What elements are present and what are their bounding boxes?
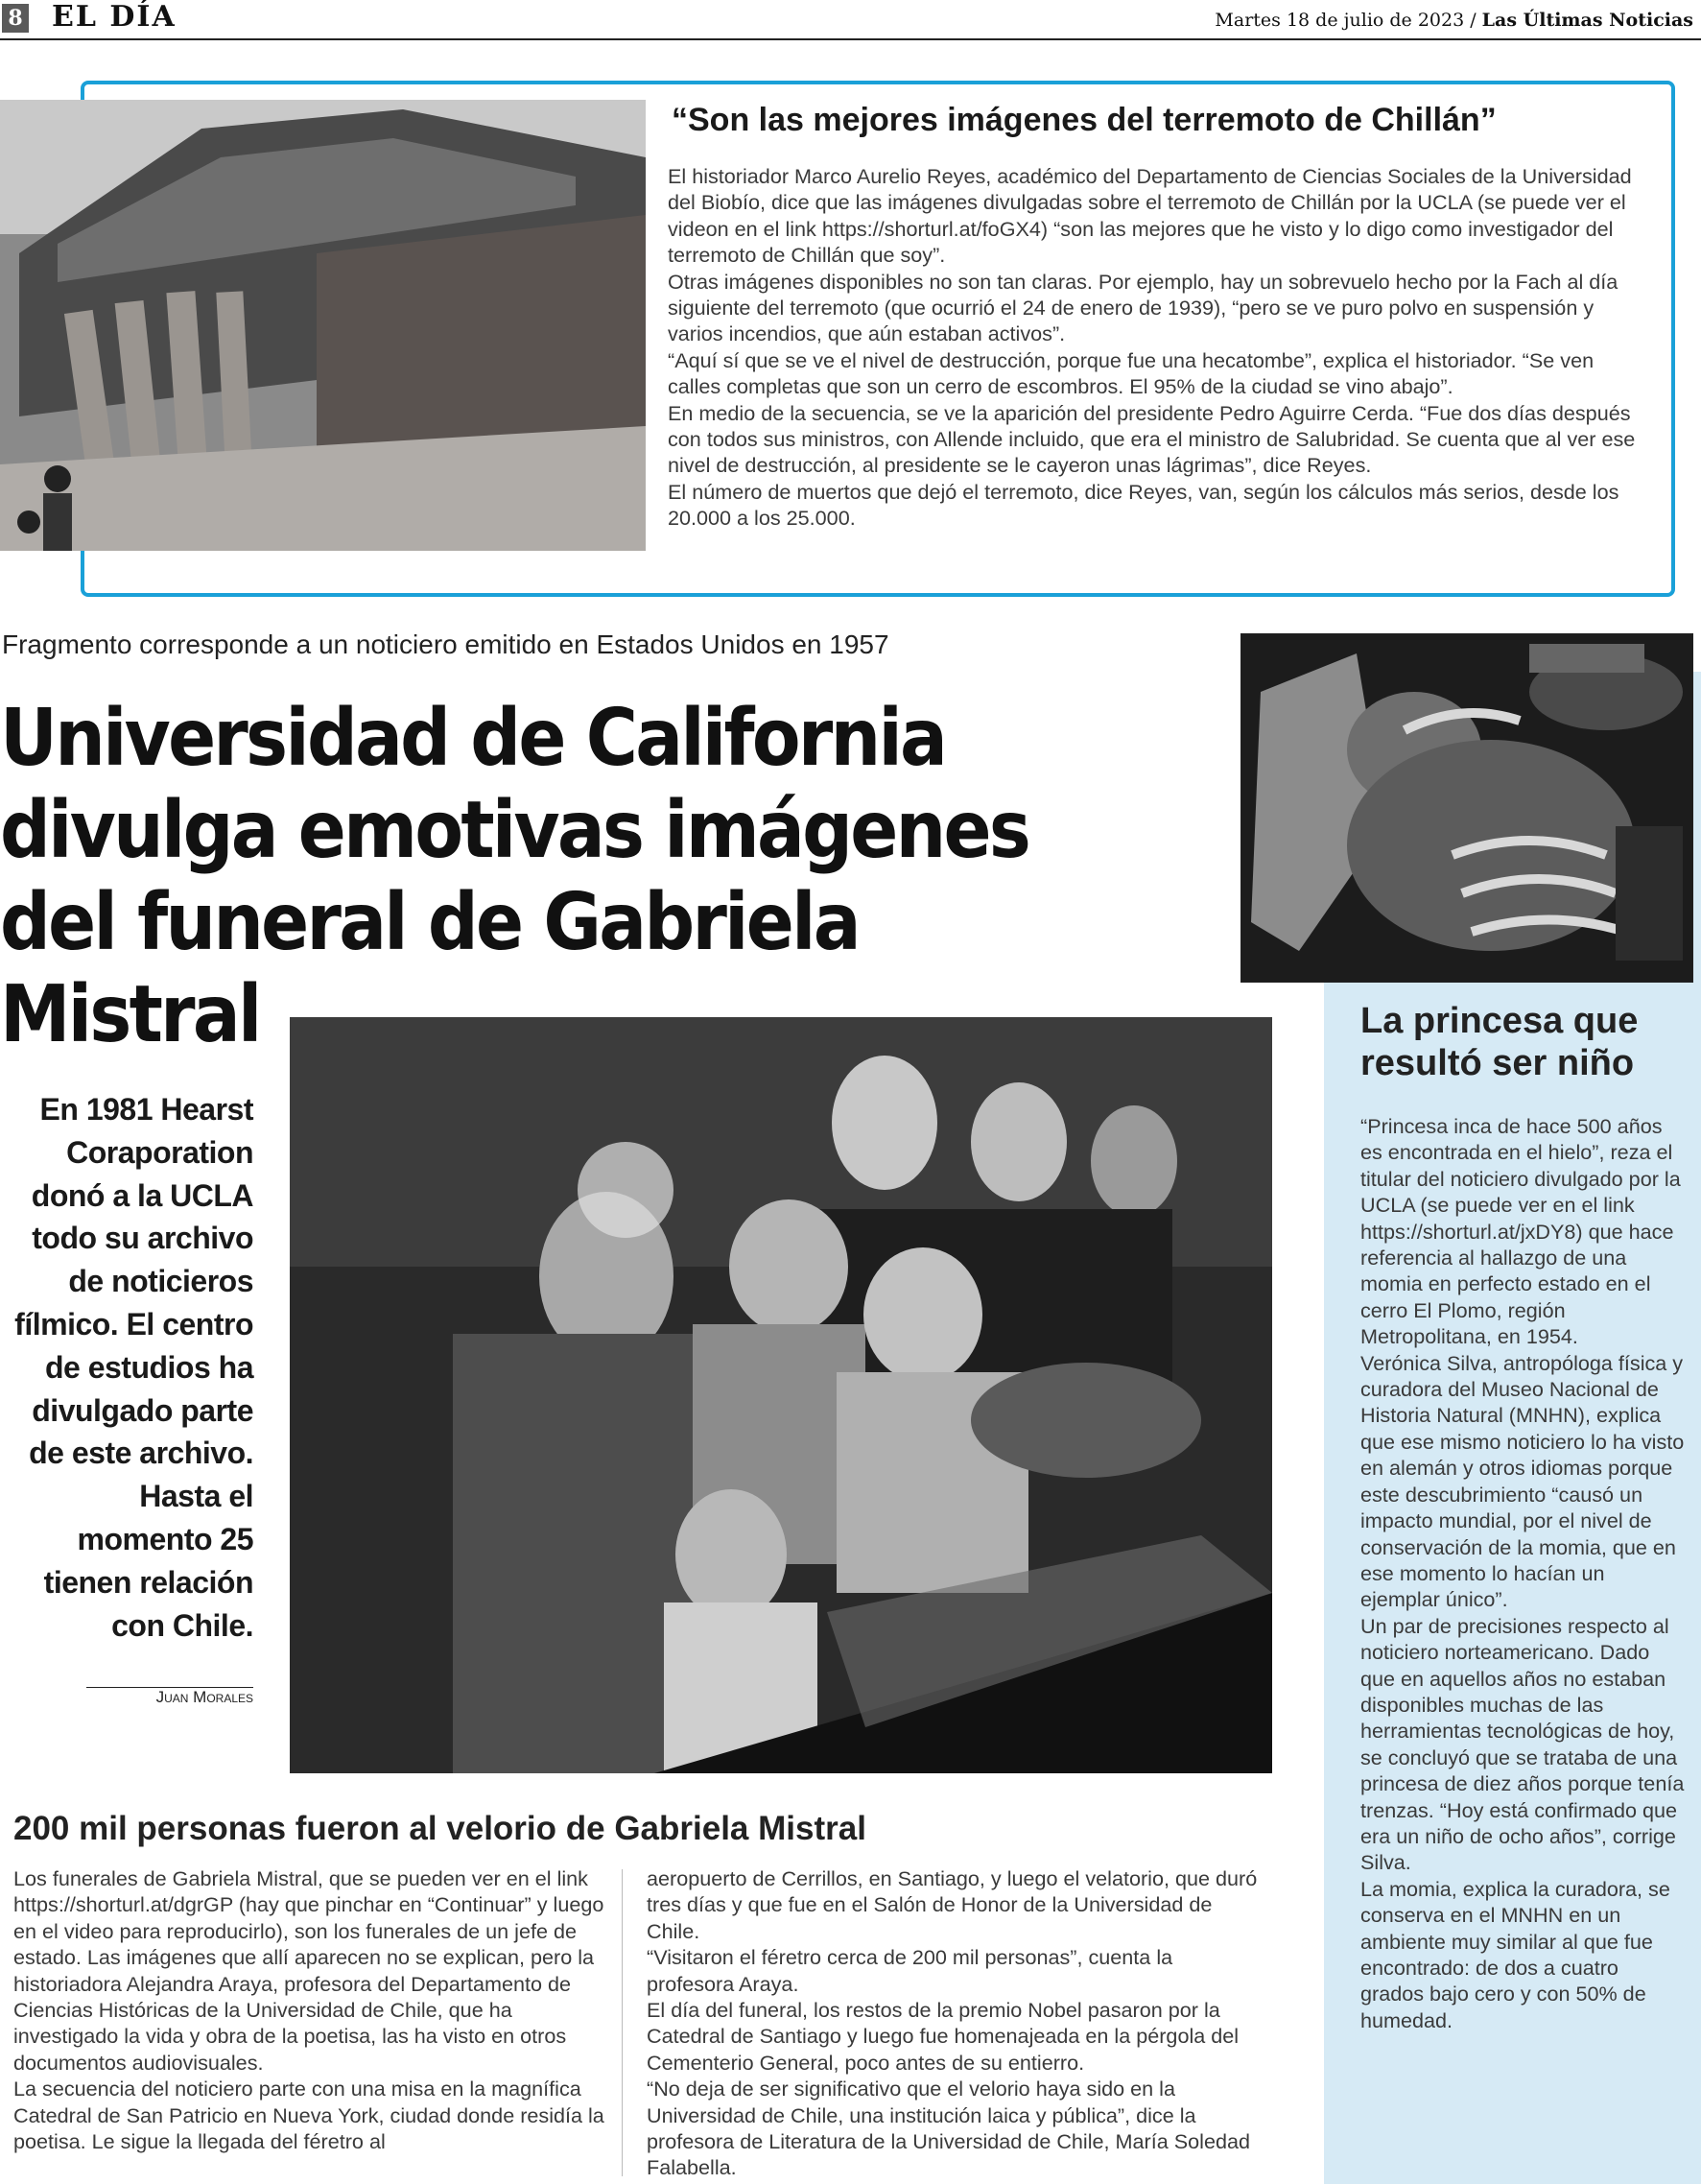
- paragraph: La momia, explica la curadora, se conserva en el MNHN en un ambiente muy similar al que fue encontrado: de dos a cuatro grados bajo cero y con 50% de humedad.: [1360, 1876, 1670, 2032]
- paragraph: El día del funeral, los restos de la premio Nobel pasaron por la Catedral de Santiago y luego fue homenajeada en la pérgola del Cementerio General, poco antes de su entierro.: [647, 1998, 1240, 2075]
- paragraph: aeropuerto de Cerrillos, en Santiago, y luego el velatorio, que duró tres días y que fue en el Salón de Honor de la Universidad de Chile.: [647, 1866, 1258, 1943]
- mummy-photo: [1240, 633, 1693, 983]
- paragraph: Otras imágenes disponibles no son tan claras. Por ejemplo, hay un sobrevuelo hecho por la Fach al día siguiente del terremoto (que ocurrió el 24 de enero de 1939), “pero se ve puro polvo en suspensión y varios incendios, que aún estaban activos”.: [668, 269, 1618, 346]
- kicker: Fragmento corresponde a un noticiero emitido en Estados Unidos en 1957: [2, 629, 889, 659]
- byline: Juan Morales: [86, 1687, 253, 1707]
- headline: Universidad de California divulga emotivas imágenes del funeral de Gabriela Mistral: [0, 693, 1029, 1060]
- paragraph: Verónica Silva, antropóloga física y curadora del Museo Nacional de Historia Natural (MNHN), explica que ese mismo noticiero lo ha visto en alemán y otros idiomas porque este descubrimiento “causó un impacto mundial, por el nivel de conservación de la momia, que en ese momento lo hacían un ejemplar único”.: [1360, 1350, 1685, 1612]
- header-dateline: [1215, 10, 1693, 31]
- lead-text: En 1981 Hearst Coraporation donó a la UCLA todo su archivo de noticieros fílmico. El centro de estudios ha divulgado parte de este archivo. Hasta el momento 25 tienen relación con Chile.: [14, 1092, 253, 1643]
- paragraph: Un par de precisiones respecto al noticiero norteamericano. Dado que en aquellos años no estaban disponibles muchas de las herramientas tecnológicas de hoy, se concluyó que se trataba de una princesa de diez años porque tenía trenzas. “Hoy está confirmado que era un niño de ocho años”, corrige Silva.: [1360, 1613, 1685, 1875]
- paragraph: Los funerales de Gabriela Mistral, que se pueden ver en el link https://shorturl.at/dgrGP (hay que pinchar en “Continuar” y luego en el video para reproducirlo), son los funerales de un jefe de estado. Las imágenes que allí aparecen no se explican, pero la historiadora Alejandra Araya, profesora del Departamento de Ciencias Históricas de la Universidad de Chile, que ha investigado la vida y obra de la poetisa, las ha visto en otros documentos audiovisuales.: [13, 1866, 604, 2075]
- paragraph: “Princesa inca de hace 500 años es encontrada en el hielo”, reza el titular del noticiero divulgado por la UCLA (se puede ver en el link https://shorturl.at/jxDY8) que hace referencia al hallazgo de una momia en perfecto estado en el cerro El Plomo, región Metropolitana, en 1954.: [1360, 1114, 1681, 1349]
- section-name: EL DÍA: [52, 0, 177, 34]
- paragraph: “Aquí sí que se ve el nivel de destrucción, porque fue una hecatombe”, explica el historiador. “Se ven calles completas que son un cerro de escombros. El 95% de la ciudad se vino abajo”.: [668, 347, 1595, 399]
- chillan-body: [668, 163, 1646, 532]
- paragraph: “Visitaron el féretro cerca de 200 mil personas”, cuenta la profesora Araya.: [647, 1945, 1173, 1996]
- funeral-photo: [290, 1017, 1272, 1773]
- sidebar-title: La princesa que resultó ser niño: [1360, 1001, 1639, 1083]
- column-divider: [622, 1869, 623, 2176]
- publication-name: Las Últimas Noticias: [1481, 10, 1693, 31]
- sidebar-body: [1360, 1113, 1687, 2033]
- paragraph: El historiador Marco Aurelio Reyes, académico del Departamento de Ciencias Sociales de la Universidad del Biobío, dice que las imágenes divulgadas sobre el terremoto de Chillán por la UCLA (se puede ver el videon en el link https://shorturl.at/foGX4) “son las mejores que he visto y lo digo como investigador del terremoto de Chillán que soy”.: [668, 164, 1632, 268]
- earthquake-photo: [0, 100, 646, 551]
- date: Martes 18 de julio de 2023 /: [1215, 10, 1482, 31]
- article-column-2: [647, 1865, 1261, 2181]
- paragraph: En medio de la secuencia, se ve la aparición del presidente Pedro Aguirre Cerda. “Fue dos días después con todos sus ministros, con Allende incluido, que era el ministro de Salubridad. Se cuenta que al ver ese nivel de destrucción, al presidente se le cayeron unas lágrimas”, dice Reyes.: [668, 400, 1636, 478]
- subhead: 200 mil personas fueron al velorio de Gabriela Mistral: [13, 1810, 866, 1847]
- paragraph: “No deja de ser significativo que el velorio haya sido en la Universidad de Chile, una institución laica y pública”, dice la profesora de Literatura de la Universidad de Chile, María Soledad Falabella.: [647, 2077, 1250, 2180]
- paragraph: La secuencia del noticiero parte con una misa en la magnífica Catedral de San Patricio en Nueva York, ciudad donde residía la poetisa. Le sigue la llegada del féretro al: [13, 2077, 604, 2154]
- article-column-1: [13, 1865, 608, 2154]
- page-number: 8: [2, 4, 29, 33]
- header-rule: [0, 38, 1701, 40]
- paragraph: El número de muertos que dejó el terremoto, dice Reyes, van, según los cálculos más serios, desde los 20.000 a los 25.000.: [668, 479, 1619, 531]
- chillan-title: “Son las mejores imágenes del terremoto de Chillán”: [672, 102, 1497, 138]
